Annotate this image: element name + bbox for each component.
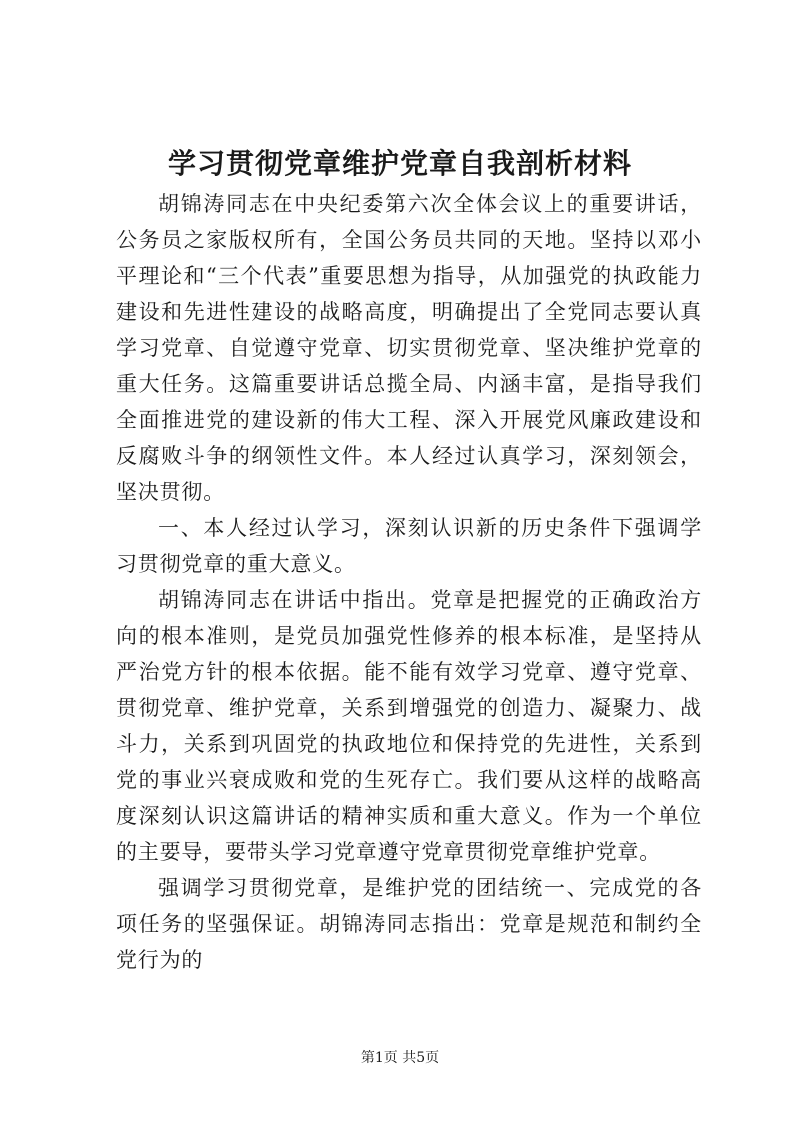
paragraph-3: 胡锦涛同志在讲话中指出。党章是把握党的正确政治方向的根本准则，是党员加强党性修养的根本标准，是坚持从严治党方针的根本依据。能不能有效学习党章、遵守党章、贯彻党章、维护党章，关系到增强党的创造力、凝聚力、战斗力，关系到巩固党的执政地位和保持党的先进性，关系到党的事业兴衰成败和党的生死存亡。我们要从这样的战略高度深刻认识这篇讲话的精神实质和重大意义。作为一个单位的主要导，要带头学习党章遵守党章贯彻党章维护党章。 — [116, 588, 702, 864]
document-body — [116, 186, 702, 978]
paragraph-1: 胡锦涛同志在中央纪委第六次全体会议上的重要讲话，公务员之家版权所有，全国公务员共同的天地。坚持以邓小平理论和“三个代表”重要思想为指导，从加强党的执政能力建设和先进性建设的战略高度，明确提出了全党同志要认真学习党章、自觉遵守党章、切实贯彻党章、坚决维护党章的重大任务。这篇重要讲话总揽全局、内涵丰富，是指导我们全面推进党的建设新的伟大工程、深入开展党风廉政建设和反腐败斗争的纲领性文件。本人经过认真学习，深刻领会，坚决贯彻。 — [116, 192, 702, 504]
page-number-footer: 第1页 共5页 — [360, 1050, 440, 1066]
document-title: 学习贯彻党章维护党章自我剖析材料 — [167, 147, 632, 180]
paragraph-2: 一、本人经过认学习，深刻认识新的历史条件下强调学习贯彻党章的重大意义。 — [116, 516, 702, 576]
paragraph-4: 强调学习贯彻党章，是维护党的团结统一、完成党的各项任务的坚强保证。胡锦涛同志指出：党章是规范和制约全党行为的 — [116, 876, 702, 972]
